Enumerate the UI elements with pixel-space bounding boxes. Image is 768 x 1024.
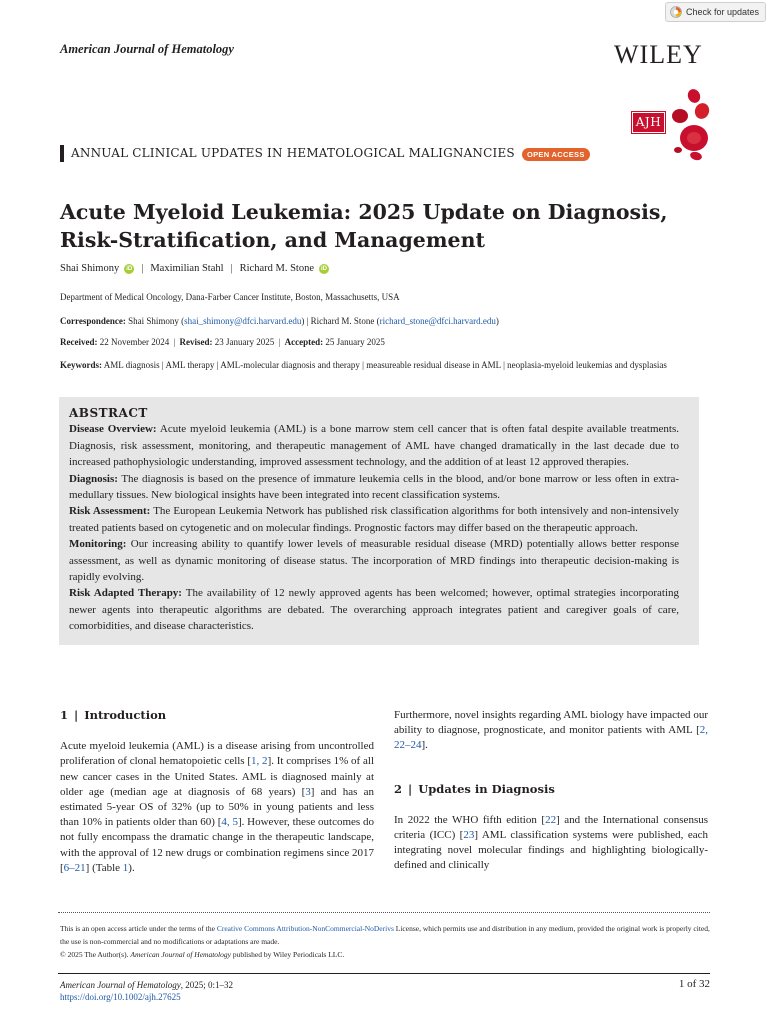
article-title: Acute Myeloid Leukemia: 2025 Update on Diagnosis, Risk-Stratification, and Management: [60, 200, 668, 252]
author-separator: |: [141, 263, 144, 274]
open-access-badge: OPEN ACCESS: [522, 148, 590, 161]
abstract-risk-assessment: [69, 503, 679, 536]
page-number: 1 of 32: [678, 978, 710, 990]
abstract-section-text: The diagnosis is based on the presence of immature leukemia cells in the blood, and/or bone marrow or less often in extra-medullary tissues. New biological insights have been integrated into recent classification systems.: [69, 472, 679, 502]
footer-divider: [58, 973, 710, 974]
table-link[interactable]: 1: [122, 861, 129, 874]
publisher-logo: WILEY: [614, 40, 703, 69]
check-for-updates-button[interactable]: [665, 2, 766, 22]
ajh-logo: [632, 86, 712, 162]
abstract-section-text: Our increasing ability to quantify lower levels of measurable residual disease (MRD) potentially allows better response assessment, as well as dynamic monitoring of disease status. The incorporation of MRD findings into therapeutic decision-making is rapidly evolving.: [69, 538, 679, 584]
correspondence-name-1: Shai Shimony (: [128, 316, 185, 326]
license-notice: [60, 922, 710, 961]
text-run: ] and the International consensus criteria (ICC) [: [394, 813, 709, 842]
text-run: ]. However, these outcomes do not fully encompass the dramatic change in the therapeutic landscape, with the approval of 12 new drugs or combination regimens since 2017 [: [60, 816, 374, 874]
text-run: published by Wiley Periodicals LLC.: [230, 950, 345, 959]
copyright-journal: American Journal of Hematology: [130, 950, 231, 959]
doi-link[interactable]: https://doi.org/10.1002/ajh.27625: [60, 992, 181, 1002]
email-link-1[interactable]: shai_shimony@dfci.harvard.edu: [184, 316, 302, 326]
abstract-section-text: Acute myeloid leukemia (AML) is a bone marrow stem cell cancer that is often fatal despite available treatments. Diagnosis, risk assessment, monitoring, and therapeutic management of AML have changed dramatically in the last decade due to increased pathophysiologic understanding, improved assessment technology, and the addition of at least 12 approved therapies.: [69, 423, 679, 469]
text-run: ).: [128, 861, 135, 874]
abstract-section-text: The European Leukemia Network has published risk classification algorithms for both intensively and non-intensively treated patients based on cytogenetic and on molecular findings. Prognostic factors may differ based on the therapeutic approach.: [69, 505, 680, 534]
abstract-risk-adapted-therapy: [69, 585, 679, 634]
citation-volume: , 2025; 0:1–32: [180, 980, 233, 990]
license-divider: [58, 912, 710, 913]
author-separator: |: [230, 263, 233, 274]
email-link-2[interactable]: richard_stone@dfci.harvard.edu: [379, 316, 496, 326]
abstract-section-label: Disease Overview:: [69, 423, 157, 436]
correspondence-name-2: ) | Richard M. Stone (: [301, 316, 380, 326]
footer-citation: [60, 979, 233, 1003]
correspondence-end: ): [495, 316, 499, 326]
reference-link[interactable]: 22: [545, 813, 557, 826]
section-number: 1: [60, 708, 69, 722]
keywords-text: AML diagnosis | AML therapy | AML-molecular diagnosis and therapy | measureable residual disease in AML | neoplasia-myeloid leukemias and dysplasias: [103, 360, 667, 370]
body-right-column: [394, 708, 708, 874]
orcid-icon[interactable]: iD: [321, 265, 328, 272]
section-label: ANNUAL CLINICAL UPDATES IN HEMATOLOGICAL MALIGNANCIES: [71, 146, 515, 160]
text-run: ] and has an estimated 5-year OS of 32% (up to 50% in young patients and less than 10% in patients older than 60) [: [60, 785, 374, 829]
section-title: Updates in Diagnosis: [418, 781, 555, 796]
author-3[interactable]: Richard M. Stone: [239, 263, 315, 274]
correspondence: [60, 316, 499, 326]
abstract-monitoring: [69, 536, 679, 585]
author-1[interactable]: Shai Shimony: [60, 263, 120, 274]
section-number: 2: [394, 781, 403, 796]
keywords-label: Keywords:: [60, 360, 102, 370]
ajh-logo-box: [632, 112, 665, 133]
article-dates: [60, 337, 385, 347]
intro-paragraph: [60, 739, 374, 876]
author-list: [60, 263, 329, 274]
affiliation: Department of Medical Oncology, Dana-Farber Cancer Institute, Boston, Massachusetts, USA: [60, 292, 400, 302]
date-separator: |: [278, 337, 281, 347]
reference-link[interactable]: 1, 2: [251, 755, 268, 768]
section-heading-updates-in-diagnosis: [394, 782, 708, 797]
orcid-icon[interactable]: iD: [126, 265, 133, 272]
revised-date: 23 January 2025: [214, 337, 275, 347]
abstract-diagnosis: [69, 471, 679, 504]
citation-line: [60, 979, 233, 991]
copyright-line: [60, 948, 710, 961]
ajh-logo-text: AJH: [635, 115, 662, 129]
section-bar: [60, 145, 64, 162]
section-heading-introduction: [60, 708, 374, 723]
abstract-section-label: Diagnosis:: [69, 472, 118, 485]
section-bar-glyph: |: [408, 781, 413, 796]
text-run: ] (Table: [85, 861, 123, 874]
text-run: Furthermore, novel insights regarding AML biology have impacted our ability to diagnose, prognosticate, and monitor patients with AML [: [394, 709, 708, 737]
abstract-section-text: The availability of 12 newly approved agents has been welcomed; however, optimal strategies incorporating newer agents into therapeutic algorithms are debated. The overarching approach integrates patient and caregiver goals of care, comorbidities, and disease characteristics.: [69, 587, 679, 633]
text-run: License, which permits use and distribution in any medium, provided the original work is properly cited, the use is non-commercial and no modifications or adaptations are made.: [60, 924, 710, 946]
journal-name: American Journal of Hematology: [60, 42, 234, 56]
abstract-section-label: Monitoring:: [69, 538, 127, 551]
abstract-disease-overview: [69, 421, 679, 470]
author-2[interactable]: Maximilian Stahl: [150, 263, 224, 274]
section-title: Introduction: [84, 708, 167, 722]
received-date: 22 November 2024: [99, 337, 170, 347]
reference-link[interactable]: 23: [463, 829, 475, 842]
revised-label: Revised:: [179, 337, 213, 347]
text-run: This is an open access article under the terms of the: [60, 924, 217, 933]
reference-link[interactable]: 3: [305, 785, 311, 798]
reference-link[interactable]: 6–21: [63, 861, 86, 874]
text-run: Acute myeloid leukemia (AML) is a disease arising from uncontrolled proliferation of clonal hematopoietic cells [: [60, 740, 374, 768]
crossmark-icon: [670, 6, 682, 18]
abstract-section-label: Risk Assessment:: [69, 505, 151, 518]
updates-paragraph: [394, 813, 708, 874]
accepted-label: Accepted:: [284, 337, 324, 347]
reference-link[interactable]: 2, 22–24: [394, 724, 708, 752]
keywords: [60, 359, 710, 372]
abstract-heading: ABSTRACT: [69, 406, 148, 420]
text-run: © 2025 The Author(s).: [60, 950, 131, 959]
correspondence-label: Correspondence:: [60, 316, 126, 326]
license-link[interactable]: Creative Commons Attribution-NonCommercial-NoDerivs: [216, 924, 394, 933]
text-run: ].: [421, 739, 428, 752]
abstract-section-label: Risk Adapted Therapy:: [69, 587, 182, 600]
citation-journal: American Journal of Hematology: [60, 980, 181, 990]
license-text: [60, 922, 710, 948]
accepted-date: 25 January 2025: [325, 337, 385, 347]
body-left-column: [60, 708, 374, 876]
section-bar-glyph: |: [74, 708, 79, 722]
abstract-box: [59, 397, 699, 645]
text-run: ]. It comprises 1% of all new cancer cases in the United States. AML is diagnosed mainly at older age (median age at diagnosis of 68 years) [: [60, 755, 374, 798]
check-for-updates-label: Check for updates: [685, 7, 759, 17]
reference-link[interactable]: 4, 5: [221, 816, 238, 829]
date-separator: |: [173, 337, 176, 347]
text-run: ] AML classification systems were published, each integrating novel molecular findings and highlighting biologically-defined and clinically: [394, 829, 709, 872]
intro-continued-paragraph: [394, 708, 708, 754]
text-run: In 2022 the WHO fifth edition [: [394, 813, 546, 826]
received-label: Received:: [60, 337, 98, 347]
